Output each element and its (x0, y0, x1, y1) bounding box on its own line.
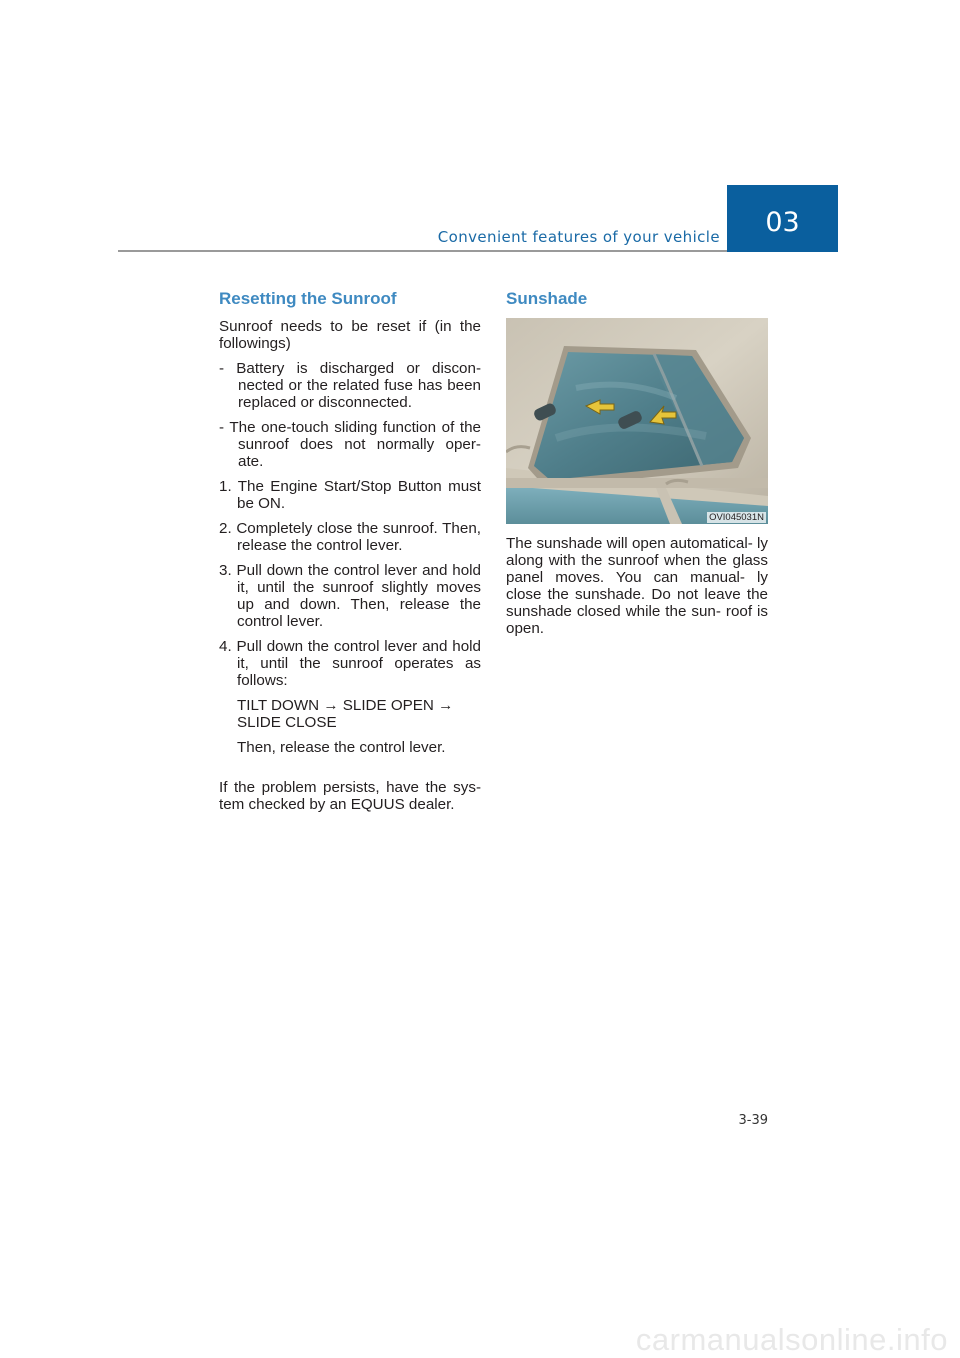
resetting-sunroof-heading: Resetting the Sunroof (219, 289, 397, 308)
right-column (506, 290, 768, 637)
step-item: 4. Pull down the control lever and hold it, until the sunroof operates as follows: (219, 638, 481, 689)
sunshade-illustration (506, 318, 768, 524)
sunshade-description: The sunshade will open automatical- ly along with the sunroof when the glass panel moves. You can manual- ly close the sunshade. Do not leave the sunshade closed while the sun- roof is open. (506, 535, 768, 637)
release-note: Then, release the control lever. (237, 739, 446, 756)
condition-item: - The one-touch sliding function of the sunroof does not normally oper- ate. (219, 419, 481, 470)
operation-sequence: TILT DOWN → SLIDE OPEN → SLIDE CLOSE (237, 697, 454, 731)
step-item: 1. The Engine Start/Stop Button must be ON. (219, 478, 481, 512)
dealer-note: If the problem persists, have the sys- tem checked by an EQUUS dealer. (219, 779, 481, 813)
section-title: Convenient features of your vehicle (437, 228, 720, 246)
page-number: 3-39 (738, 1113, 768, 1128)
step-item: 2. Completely close the sunroof. Then, release the control lever. (219, 520, 481, 554)
reset-intro: Sunroof needs to be reset if (in the followings) (219, 318, 481, 352)
watermark-label: carmanualsonline.info (635, 1322, 948, 1357)
watermark-text (0, 1322, 960, 1358)
chapter-badge: 03 (727, 185, 838, 252)
sunroof-interior-image (506, 318, 768, 524)
step-item: 3. Pull down the control lever and hold it, until the sunroof slightly moves up and down. Then, release the control lever. (219, 562, 481, 630)
left-column (219, 290, 481, 813)
sunshade-heading: Sunshade (506, 289, 588, 308)
header-divider (118, 250, 728, 252)
figure-code: OVI045031N (709, 512, 764, 523)
condition-item: - Battery is discharged or discon- nected or the related fuse has been replaced or disconnected. (219, 360, 481, 411)
